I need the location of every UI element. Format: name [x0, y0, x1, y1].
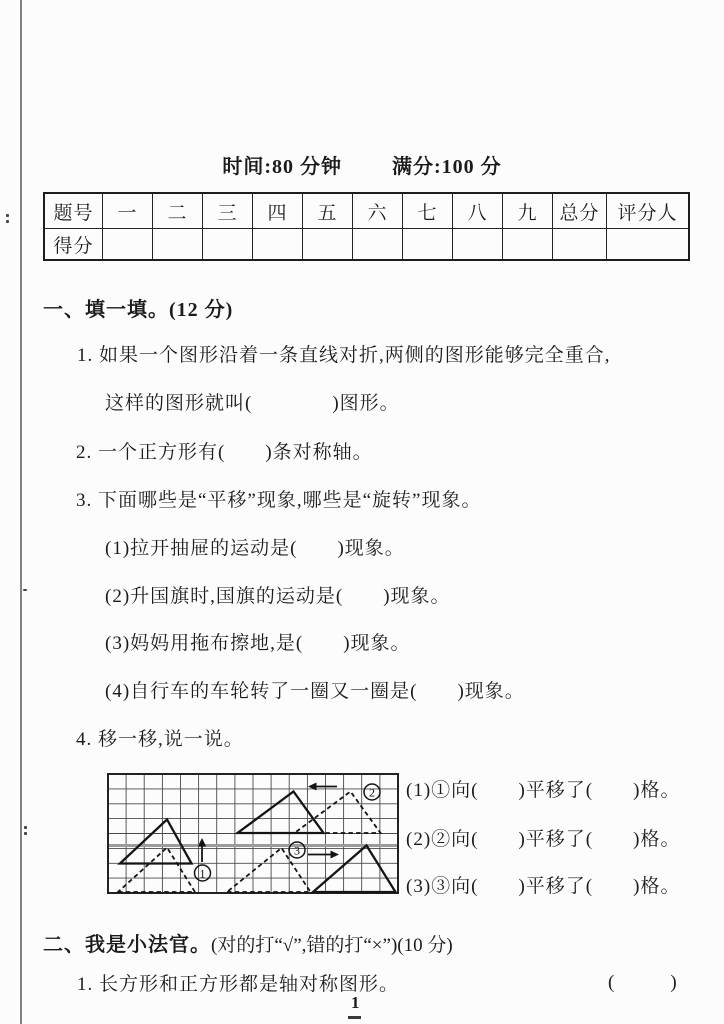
- question-4: 4. 移一移,说一说。: [76, 729, 244, 750]
- full-score: 满分:100 分: [392, 156, 502, 178]
- label-1: 1: [199, 866, 206, 881]
- section2-title: [43, 928, 453, 957]
- col-header: 五: [303, 193, 353, 229]
- row-label: 得分: [44, 229, 103, 261]
- answer-line-2: (2)②向( )平移了( )格。: [406, 829, 681, 850]
- score-table: [43, 192, 690, 261]
- score-table-score-row: [44, 229, 689, 261]
- score-cell[interactable]: [503, 229, 553, 261]
- triangle-2-solid: [238, 792, 324, 834]
- arrow-up-icon: [198, 838, 206, 862]
- col-header: 总分: [553, 193, 607, 229]
- score-table-header-row: [44, 193, 689, 229]
- question-1-line2: 这样的图形就叫( )图形。: [105, 393, 400, 414]
- section1-title: 一、填一填。(12 分): [43, 299, 234, 321]
- section2-title-bold: 二、我是小法官。: [43, 934, 211, 956]
- paper-header: [0, 150, 724, 179]
- section2-title-note: (对的打“√”,错的打“×”)(10 分): [211, 935, 453, 956]
- score-cell[interactable]: [153, 229, 203, 261]
- score-cell[interactable]: [253, 229, 303, 261]
- score-cell[interactable]: [607, 229, 690, 261]
- margin-mark: [24, 832, 27, 835]
- col-header: 题号: [44, 193, 103, 229]
- margin-mark: [6, 220, 9, 223]
- score-cell[interactable]: [403, 229, 453, 261]
- col-header: 二: [153, 193, 203, 229]
- score-cell[interactable]: [453, 229, 503, 261]
- col-header: 评分人: [607, 193, 690, 229]
- question-3: 3. 下面哪些是“平移”现象,哪些是“旋转”现象。: [76, 490, 482, 511]
- arrow-right-icon: [308, 851, 339, 859]
- margin-mark: [6, 214, 9, 217]
- col-header: 六: [353, 193, 403, 229]
- label-2: 2: [369, 785, 375, 800]
- score-cell[interactable]: [553, 229, 607, 261]
- col-header: 九: [503, 193, 553, 229]
- question-3-item-2: (2)升国旗时,国旗的运动是( )现象。: [105, 586, 451, 607]
- score-cell[interactable]: [353, 229, 403, 261]
- margin-mark: [23, 589, 27, 591]
- page-number-bar: [348, 1016, 361, 1019]
- section2-question-1-answer-parens: ( ): [608, 972, 683, 993]
- col-header: 一: [103, 193, 153, 229]
- col-header: 四: [253, 193, 303, 229]
- translation-grid-diagram: [107, 773, 399, 895]
- question-3-item-4: (4)自行车的车轮转了一圈又一圈是( )现象。: [105, 681, 525, 702]
- question-3-item-1: (1)拉开抽屉的运动是( )现象。: [105, 538, 405, 559]
- col-header: 八: [453, 193, 503, 229]
- question-3-item-3: (3)妈妈用拖布擦地,是( )现象。: [105, 633, 411, 654]
- col-header: 三: [203, 193, 253, 229]
- score-cell[interactable]: [203, 229, 253, 261]
- score-cell[interactable]: [303, 229, 353, 261]
- col-header: 七: [403, 193, 453, 229]
- section2-question-1: 1. 长方形和正方形都是轴对称图形。: [77, 974, 400, 995]
- question-1-line1: 1. 如果一个图形沿着一条直线对折,两侧的图形能够完全重合,: [77, 345, 611, 366]
- answer-line-1: (1)①向( )平移了( )格。: [406, 780, 681, 801]
- page-number: 1: [351, 993, 360, 1012]
- label-3: 3: [294, 843, 300, 858]
- time-limit: 时间:80 分钟: [222, 156, 342, 178]
- answer-line-3: (3)③向( )平移了( )格。: [406, 876, 681, 897]
- question-2: 2. 一个正方形有( )条对称轴。: [76, 442, 373, 463]
- score-cell[interactable]: [103, 229, 153, 261]
- margin-mark: [24, 826, 27, 829]
